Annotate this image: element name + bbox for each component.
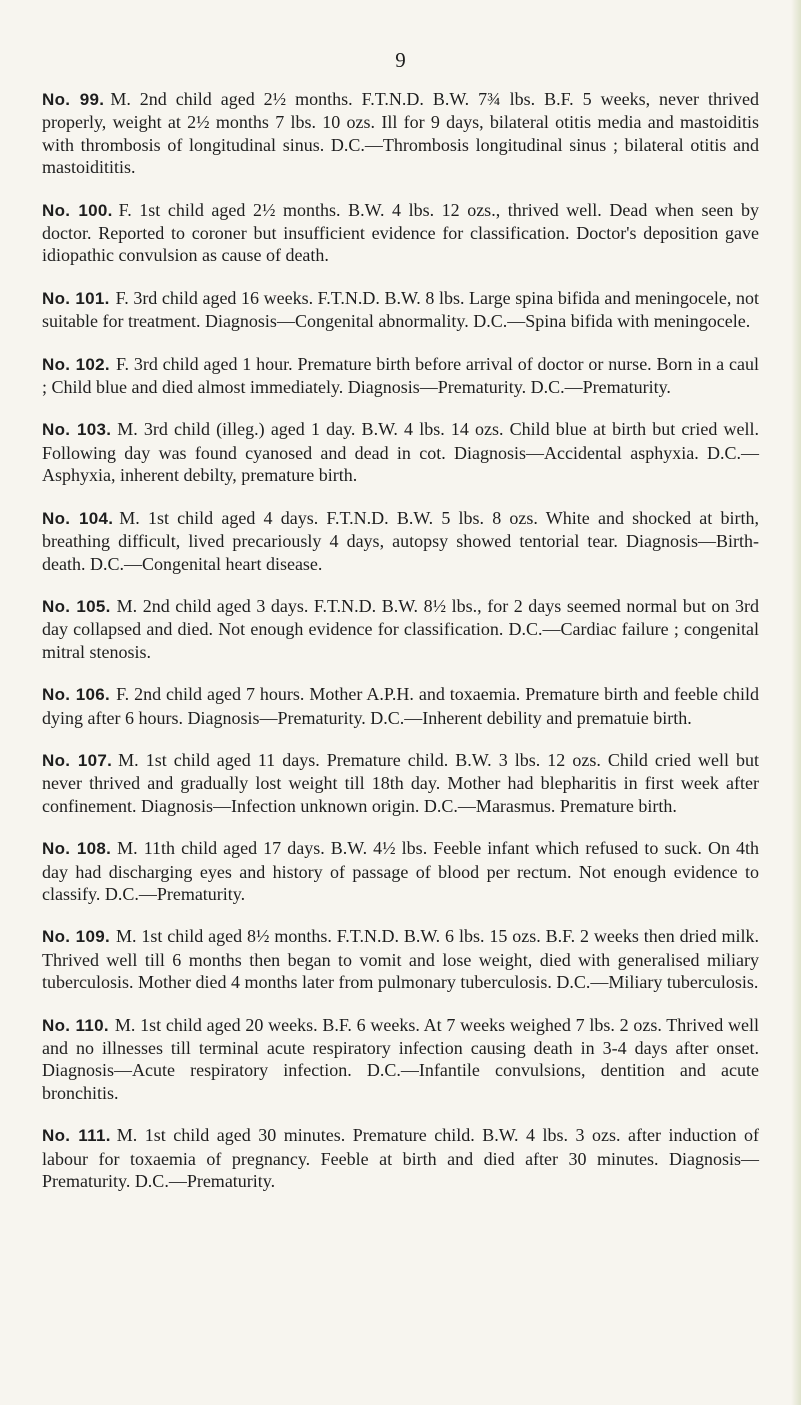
case-text: F. 3rd child aged 1 hour. Premature birth before arrival of doctor or nurse. Born in a caul ; Child blue and died almost immediately. Diagnosis—Prematurity. D.C.—Prematurity. (42, 353, 759, 398)
case-text: M. 1st child aged 11 days. Premature child. B.W. 3 lbs. 12 ozs. Child cried well but never thrived and gradually lost weight till 18th day. Mother had blepharitis in first week after confinement. Diagnosis—Infection unknown origin. D.C.—Marasmus. Premature birth. (42, 749, 759, 816)
case-entry (42, 418, 759, 486)
case-entry (42, 287, 759, 333)
case-entry (42, 683, 759, 729)
case-entry (42, 925, 759, 993)
case-text: M. 1st child aged 20 weeks. B.F. 6 weeks. At 7 weeks weighed 7 lbs. 2 ozs. Thrived well and no illnesses till terminal acute respiratory infection causing death in 3-4 days after onset. Diagnosis—Acute respiratory infection. D.C.—Infantile convulsions, dentition and acute bronchitis. (42, 1014, 759, 1103)
case-number: No. 106. (42, 685, 111, 705)
case-number: No. 99. (42, 90, 105, 109)
case-entry (42, 353, 759, 399)
case-text: M. 1st child aged 4 days. F.T.N.D. B.W. 5 lbs. 8 ozs. White and shocked at birth, breathing difficult, lived precariously 4 days, autopsy showed tentorial tear. Diagnosis—Birth-death. D.C.—Congenital heart disease. (42, 507, 759, 574)
case-number: No. 107. (42, 750, 113, 770)
page-number: 9 (395, 48, 406, 72)
case-entry (42, 1124, 759, 1192)
case-number: No. 110. (42, 1015, 109, 1035)
case-entry (42, 595, 759, 663)
case-number: No. 109. (42, 927, 110, 947)
case-number: No. 105. (42, 596, 111, 616)
case-number: No. 101. (42, 288, 110, 308)
case-entries (42, 88, 759, 1212)
case-text: F. 1st child aged 2½ months. B.W. 4 lbs. 12 ozs., thrived well. Dead when seen by doctor. Reported to coroner but insufficient evidence for classification. Doctor's deposition gave idiopathic convulsion as cause of death. (42, 199, 759, 266)
page-edge-shadow (791, 0, 801, 1405)
case-entry (42, 749, 759, 817)
case-entry (42, 199, 759, 267)
case-entry (42, 837, 759, 905)
case-text: F. 3rd child aged 16 weeks. F.T.N.D. B.W. 8 lbs. Large spina bifida and meningocele, not suitable for treatment. Diagnosis—Congenital abnormality. D.C.—Spina bifida with meningocele. (42, 287, 759, 332)
case-text: M. 1st child aged 8½ months. F.T.N.D. B.W. 6 lbs. 15 ozs. B.F. 2 weeks then dried milk. Thrived well till 6 months then began to vomit and lose weight, died with generalised miliary tuberculosis. Mother died 4 months later from pulmonary tuberculosis. D.C.—Miliary tuberculosis. (42, 926, 759, 993)
case-text: M. 11th child aged 17 days. B.W. 4½ lbs. Feeble infant which refused to suck. On 4th day had discharging eyes and history of passage of blood per rectum. Not enough evidence to classify. D.C.—Prematurity. (42, 838, 759, 904)
case-entry (42, 507, 759, 575)
case-number: No. 104. (42, 508, 114, 528)
case-number: No. 111. (42, 1126, 111, 1146)
case-entry (42, 1014, 759, 1105)
case-number: No. 108. (42, 839, 112, 859)
case-number: No. 100. (42, 200, 113, 220)
case-text: M. 2nd child aged 3 days. F.T.N.D. B.W. 8½ lbs., for 2 days seemed normal but on 3rd day collapsed and died. Not enough evidence for classification. D.C.—Cardiac failure ; congenital mitral stenosis. (42, 595, 759, 662)
case-text: M. 3rd child (illeg.) aged 1 day. B.W. 4 lbs. 14 ozs. Child blue at birth but cried well. Following day was found cyanosed and dead in cot. Diagnosis—Accidental asphyxia. D.C.—Asphyxia, inherent debilty, premature birth. (42, 419, 759, 486)
case-text: M. 2nd child aged 2½ months. F.T.N.D. B.W. 7¾ lbs. B.F. 5 weeks, never thrived properly, weight at 2½ months 7 lbs. 10 ozs. Ill for 9 days, bilateral otitis media and mastoiditis with thrombosis of longitudinal sinus. D.C.—Thrombosis longitudinal sinus ; bilateral otitis and mastoidititis. (42, 89, 759, 178)
case-text: F. 2nd child aged 7 hours. Mother A.P.H. and toxaemia. Premature birth and feeble child dying after 6 hours. Diagnosis—Prematurity. D.C.—Inherent debility and prematuie birth. (42, 684, 759, 728)
case-entry (42, 88, 759, 179)
case-text: M. 1st child aged 30 minutes. Premature child. B.W. 4 lbs. 3 ozs. after induction of labour for toxaemia of pregnancy. Feeble at birth and died after 30 minutes. Diagnosis—Prematurity. D.C.—Prematurity. (42, 1125, 760, 1192)
case-number: No. 102. (42, 354, 110, 374)
case-number: No. 103. (42, 420, 112, 440)
